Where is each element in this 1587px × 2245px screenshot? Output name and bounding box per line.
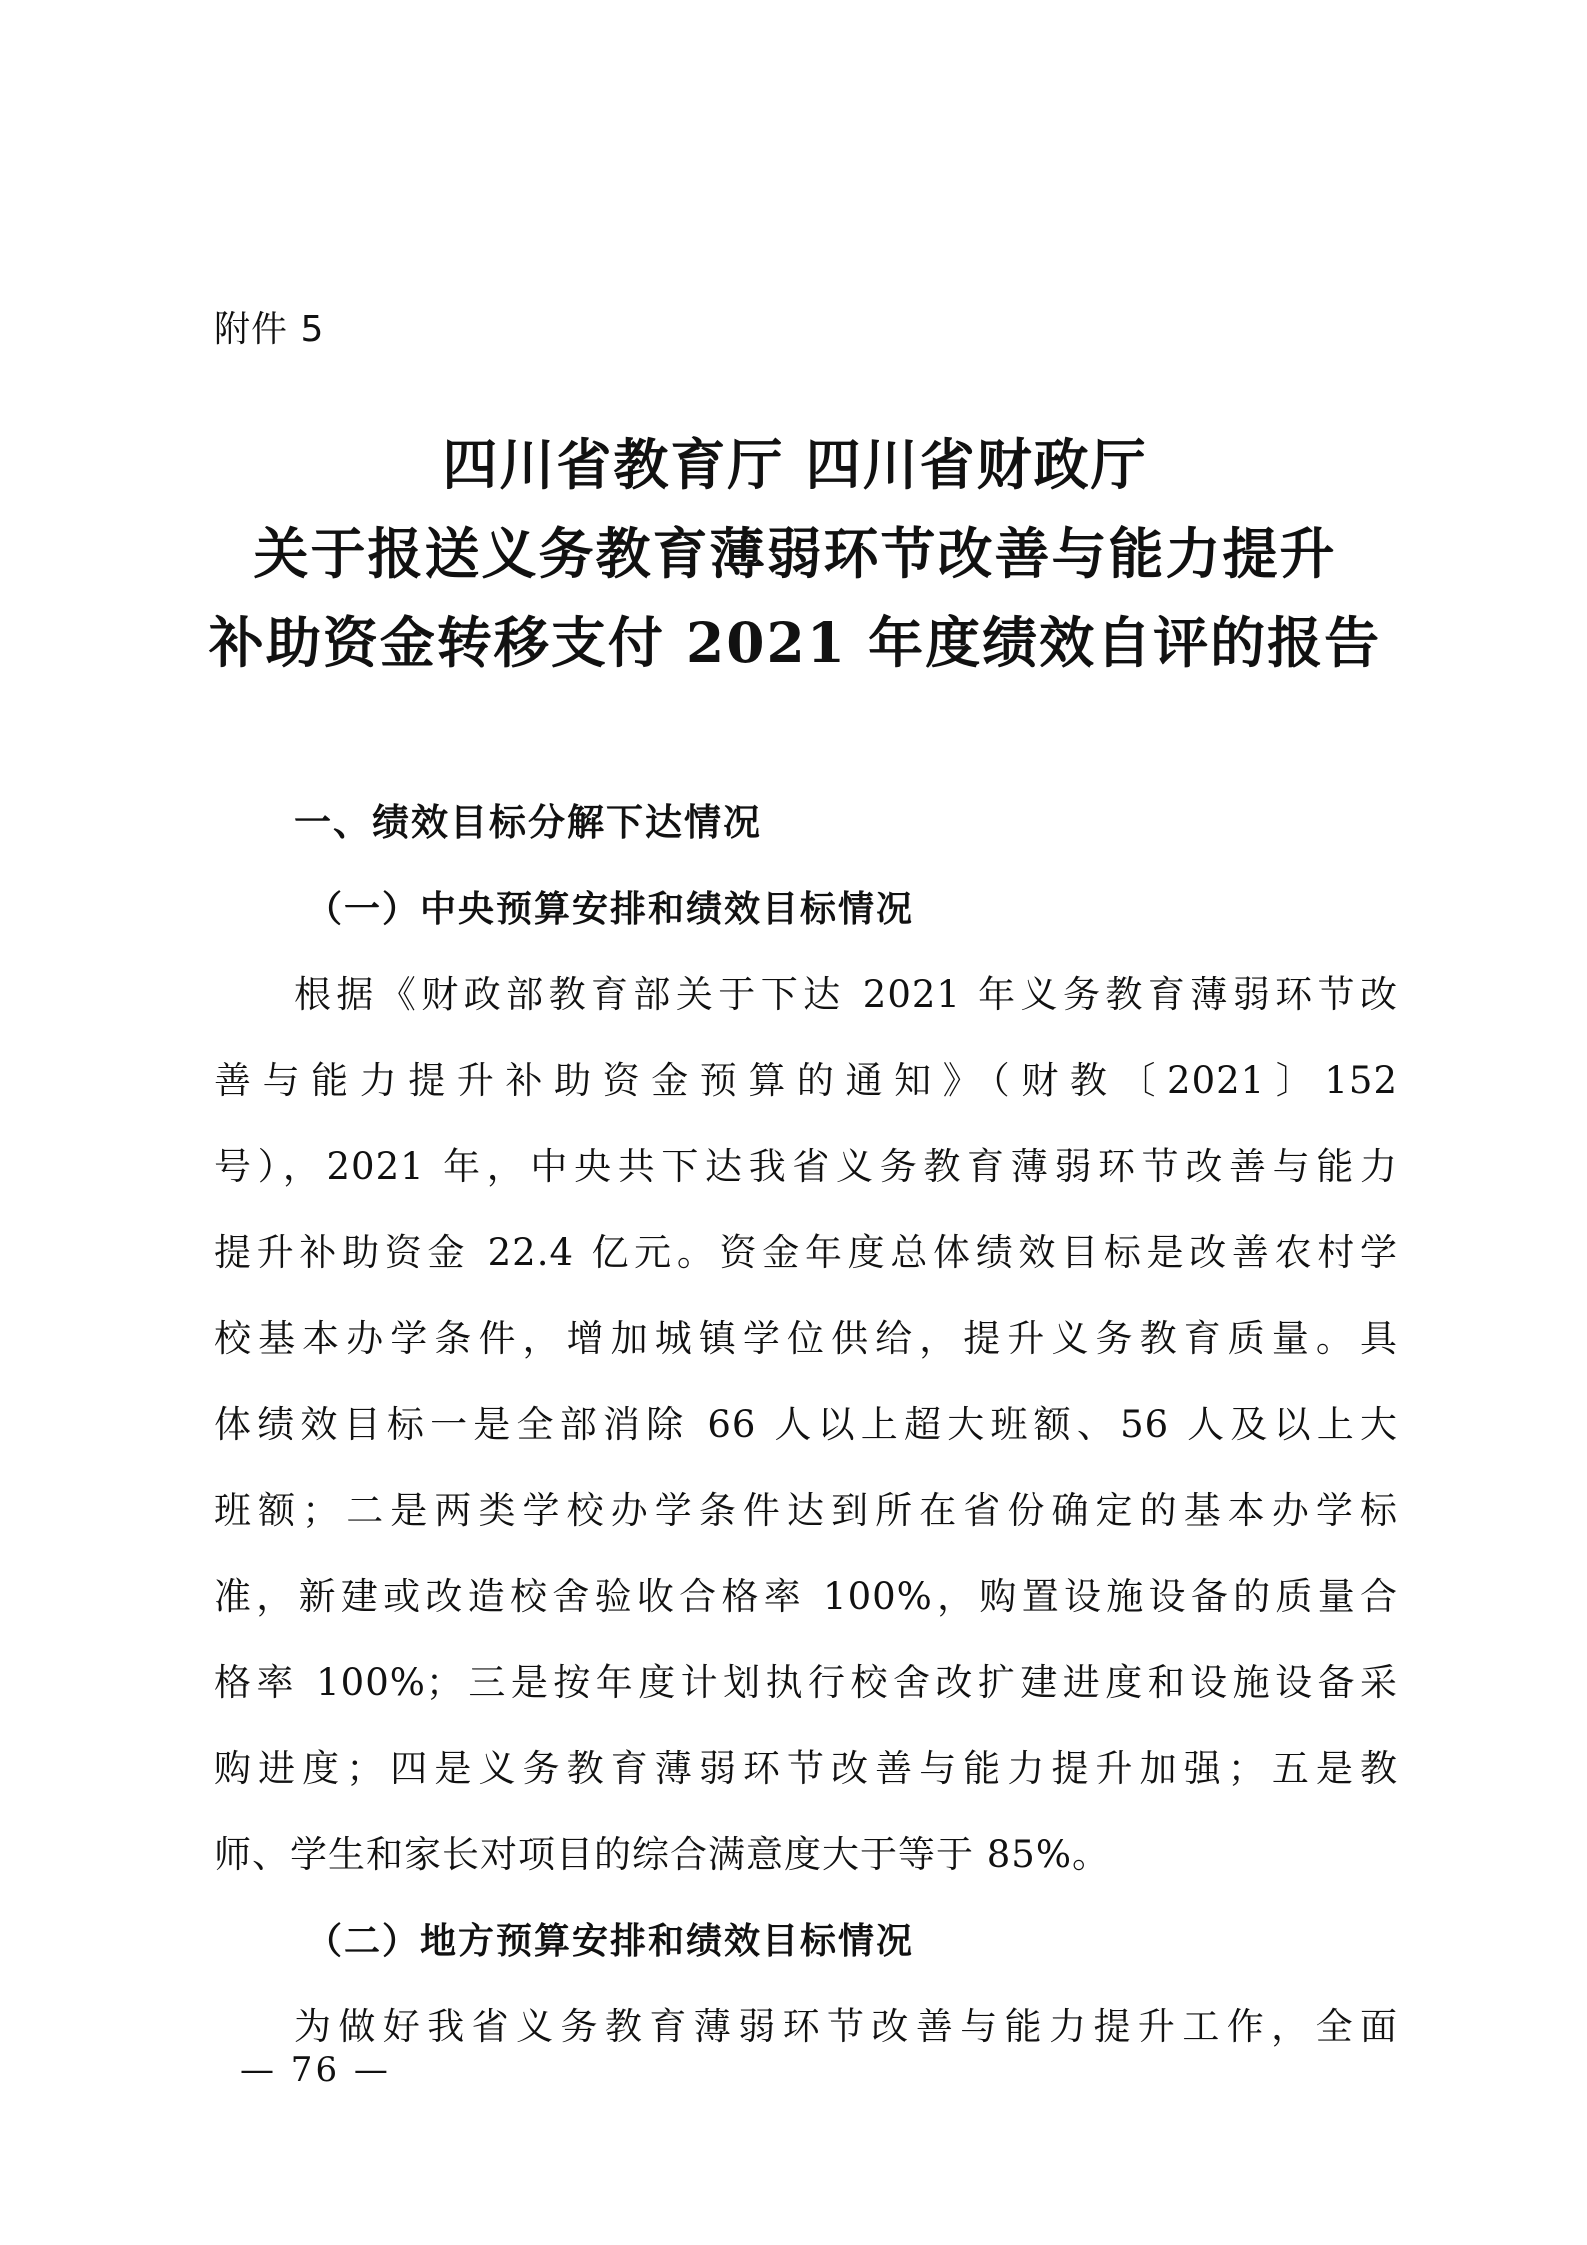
paragraph-line: 格率 100%；三是按年度计划执行校舍改扩建进度和设施设备采 bbox=[214, 1661, 1398, 1704]
subsection-heading-central: （一）中央预算安排和绩效目标情况 bbox=[306, 888, 915, 930]
title-line-3: 补助资金转移支付 2021 年度绩效自评的报告 bbox=[208, 610, 1382, 675]
paragraph-central-budget bbox=[214, 952, 1398, 1898]
paragraph-line: 班额；二是两类学校办学条件达到所在省份确定的基本办学标 bbox=[214, 1489, 1398, 1532]
paragraph-local-budget bbox=[214, 1984, 1398, 2070]
document-body bbox=[214, 780, 1398, 2070]
paragraph-line: 提升补助资金 22.4 亿元。资金年度总体绩效目标是改善农村学 bbox=[214, 1231, 1398, 1274]
title-line-1: 四川省教育厅 四川省财政厅 bbox=[442, 432, 1148, 497]
subsection-heading-local: （二）地方预算安排和绩效目标情况 bbox=[306, 1920, 915, 1962]
title-line-2: 关于报送义务教育薄弱环节改善与能力提升 bbox=[253, 521, 1337, 586]
paragraph-line: 师、学生和家长对项目的综合满意度大于等于 85%。 bbox=[214, 1833, 1110, 1876]
page-number: — 76 — bbox=[240, 2050, 391, 2090]
paragraph-line: 为做好我省义务教育薄弱环节改善与能力提升工作，全面 bbox=[294, 2005, 1398, 2048]
attachment-label: 附件 5 bbox=[214, 309, 325, 350]
paragraph-line: 号），2021 年，中央共下达我省义务教育薄弱环节改善与能力 bbox=[214, 1145, 1398, 1188]
paragraph-line: 校基本办学条件，增加城镇学位供给，提升义务教育质量。具 bbox=[214, 1317, 1398, 1360]
paragraph-line: 购进度；四是义务教育薄弱环节改善与能力提升加强；五是教 bbox=[214, 1747, 1398, 1790]
paragraph-line: 准，新建或改造校舍验收合格率 100%，购置设施设备的质量合 bbox=[214, 1575, 1398, 1618]
section-heading: 一、绩效目标分解下达情况 bbox=[294, 801, 762, 844]
paragraph-line: 体绩效目标一是全部消除 66 人以上超大班额、56 人及以上大 bbox=[214, 1403, 1398, 1446]
paragraph-line: 根据《财政部教育部关于下达 2021 年义务教育薄弱环节改 bbox=[294, 973, 1398, 1016]
document-title bbox=[150, 420, 1440, 687]
paragraph-line: 善与能力提升补助资金预算的通知》（财教〔2021〕152 bbox=[214, 1059, 1398, 1102]
